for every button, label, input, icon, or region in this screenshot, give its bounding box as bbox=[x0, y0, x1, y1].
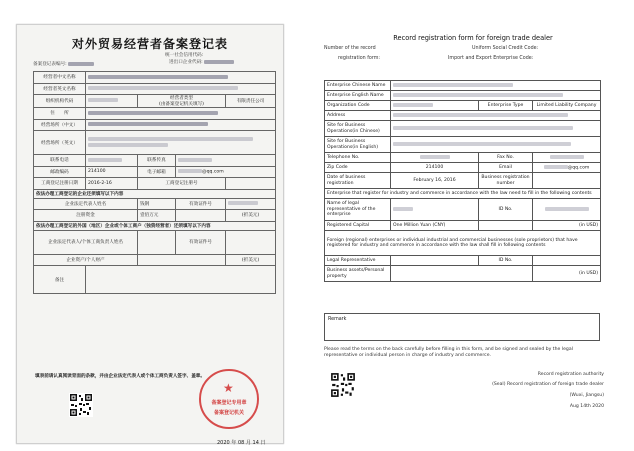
value-capital-en: One Million Yuan (CNY) bbox=[391, 221, 479, 231]
value-zip-en: 214100 bbox=[391, 163, 479, 173]
value-ent-type: Limited Liability Company bbox=[533, 101, 601, 111]
section-foreign-cn: 依法办理工商登记的外国（地区）企业或个体工商户（独资经营者）还须填写以下内容 bbox=[34, 221, 276, 230]
in-usd-2: (in USD) bbox=[533, 266, 601, 282]
label-legal-rep2-en: Legal Representative bbox=[325, 256, 391, 266]
ie-code-label-cn: 进出口企业代码: bbox=[169, 59, 234, 65]
authority-line2: (Seal) Record registration of foreign trade dealer bbox=[492, 382, 604, 387]
record-no-label-cn: 备案登记表编号: bbox=[33, 61, 94, 67]
label-reg-no-en: Business registration number bbox=[479, 173, 533, 189]
value-capital-cn: 壹佰万元 bbox=[138, 210, 176, 222]
label-operator-type: 经营者类型 (由备案登记机关填写) bbox=[138, 95, 226, 108]
currency-cn: (折美元) bbox=[226, 210, 276, 222]
form-title-en: Record registration form for foreign trade dealer bbox=[393, 34, 553, 42]
label-en-name: 经营者英文名称 bbox=[34, 83, 86, 95]
label-ent-type: Enterprise Type bbox=[479, 101, 533, 111]
label-assets-en: Business assets/Personal property bbox=[325, 266, 391, 282]
label-assets-cn: 企业资产/个人财产 bbox=[34, 254, 138, 266]
section-foreign-en: Foreign (regional) enterprises or individual industrial and commercial businesses (sole proprietors) that have registered for industry and commerce in accordance with the law shall fill in following contents bbox=[325, 231, 601, 256]
date-cn: 2020 年 08 月 14 日 bbox=[217, 440, 266, 446]
value-email: @qq.com bbox=[176, 166, 276, 178]
label-fax: 联系传真 bbox=[138, 155, 176, 167]
authority-line1: Record registration authority bbox=[537, 372, 604, 377]
label-place-cn: 经营场所（中文） bbox=[34, 119, 86, 131]
label-responsible-cn: 企业法定代表人/个体工商负责人姓名 bbox=[34, 230, 138, 254]
label-address-en: Address bbox=[325, 111, 391, 121]
record-no-label-line2: registration form: bbox=[338, 56, 381, 61]
currency-cn-2: (折美元) bbox=[226, 254, 276, 266]
label-reg-no: 工商登记注册号 bbox=[138, 178, 226, 190]
chinese-form-table bbox=[33, 71, 276, 294]
credit-code-label-en: Uniform Social Credit Code: bbox=[472, 46, 539, 51]
value-legal-rep-cn: 钱钢 bbox=[138, 198, 176, 210]
label-zip: 邮政编码 bbox=[34, 166, 86, 178]
authority-date: Aug 14th 2020 bbox=[569, 404, 604, 409]
authority-line3: (Wuxi, Jiangsu) bbox=[569, 393, 604, 398]
label-org-code: 组织机构代码 bbox=[34, 95, 86, 108]
label-phone-en: Telephone No. bbox=[325, 153, 391, 163]
value-email-en: @qq.com bbox=[533, 163, 601, 173]
qr-code-icon bbox=[330, 372, 356, 398]
notice-cn: 填表前请认真阅读背面的条款，并由企业法定代表人或个体工商负责人签字、盖章。 bbox=[35, 374, 205, 379]
label-id-no-cn-2: 有效证件号 bbox=[176, 230, 226, 254]
section-enterprise-en: Enterprise that register for industry and commerce in accordance with the law need to fill in the following contents bbox=[325, 189, 601, 199]
label-cn-name: 经营者中文名称 bbox=[34, 72, 86, 84]
english-form-table bbox=[324, 80, 601, 282]
label-site-en-en: Site for Business Operations(in English) bbox=[325, 137, 391, 153]
label-org-code-en: Organization Code bbox=[325, 101, 391, 111]
value-zip: 214100 bbox=[86, 166, 138, 178]
star-icon: ★ bbox=[223, 381, 234, 395]
label-site-cn-en: Site for Business Operations(in Chinese) bbox=[325, 121, 391, 137]
section-enterprise-cn: 依法办理工商登记的企业还须填写以下内容 bbox=[34, 189, 276, 198]
value-date-reg-en: February 16, 2016 bbox=[391, 173, 479, 189]
label-id-no-en: ID No. bbox=[479, 199, 533, 221]
label-reg-date: 工商登记注册日期 bbox=[34, 178, 86, 190]
label-place-en: 经营场所（英文） bbox=[34, 131, 86, 155]
value-operator-type: 有限责任公司 bbox=[226, 95, 276, 108]
label-remark-cn: 备注 bbox=[34, 266, 86, 294]
value-reg-date: 2016-2-16 bbox=[86, 178, 138, 190]
label-id-no-cn: 有效证件号 bbox=[176, 198, 226, 210]
label-capital-en: Registered Capital bbox=[325, 221, 391, 231]
record-no-label-line1: Number of the record bbox=[324, 46, 376, 51]
label-legal-rep-en: Name of legal representative of the enterprise bbox=[325, 199, 391, 221]
label-date-reg-en: Date of business registration bbox=[325, 173, 391, 189]
label-email-en: Email bbox=[479, 163, 533, 173]
label-ent-en-name: Enterprise English Name bbox=[325, 91, 391, 101]
label-legal-rep-cn: 企业法定代表人姓名 bbox=[34, 198, 138, 210]
qr-code-icon bbox=[69, 393, 93, 417]
label-address: 住 所 bbox=[34, 108, 86, 120]
label-zip-en: Zip Code bbox=[325, 163, 391, 173]
red-seal-stamp: ★ 备案登记专用章 备案登记机关 bbox=[199, 369, 259, 429]
label-fax-en: Fax No. bbox=[479, 153, 533, 163]
remark-box-en: Remark bbox=[324, 313, 600, 341]
label-email: 电子邮箱 bbox=[138, 166, 176, 178]
label-id-no2-en: ID No. bbox=[479, 256, 533, 266]
chinese-form-scan bbox=[16, 24, 284, 444]
label-ent-cn-name: Enterprise Chinese Name bbox=[325, 81, 391, 91]
label-capital-cn: 注册资金 bbox=[34, 210, 138, 222]
notice-en: Please read the terms on the back carefully before filling in this form, and be signed and sealed by the legal representative or individual person in charge of industry and commerce. bbox=[324, 347, 573, 358]
form-title-cn: 对外贸易经营者备案登记表 bbox=[71, 37, 228, 51]
label-phone: 联系电话 bbox=[34, 155, 86, 167]
credit-code-label-cn: 统一社会信用代码: bbox=[165, 53, 204, 58]
ie-code-label-en: Import and Export Enterprise Code: bbox=[448, 56, 534, 61]
in-usd-1: (in USD) bbox=[533, 221, 601, 231]
